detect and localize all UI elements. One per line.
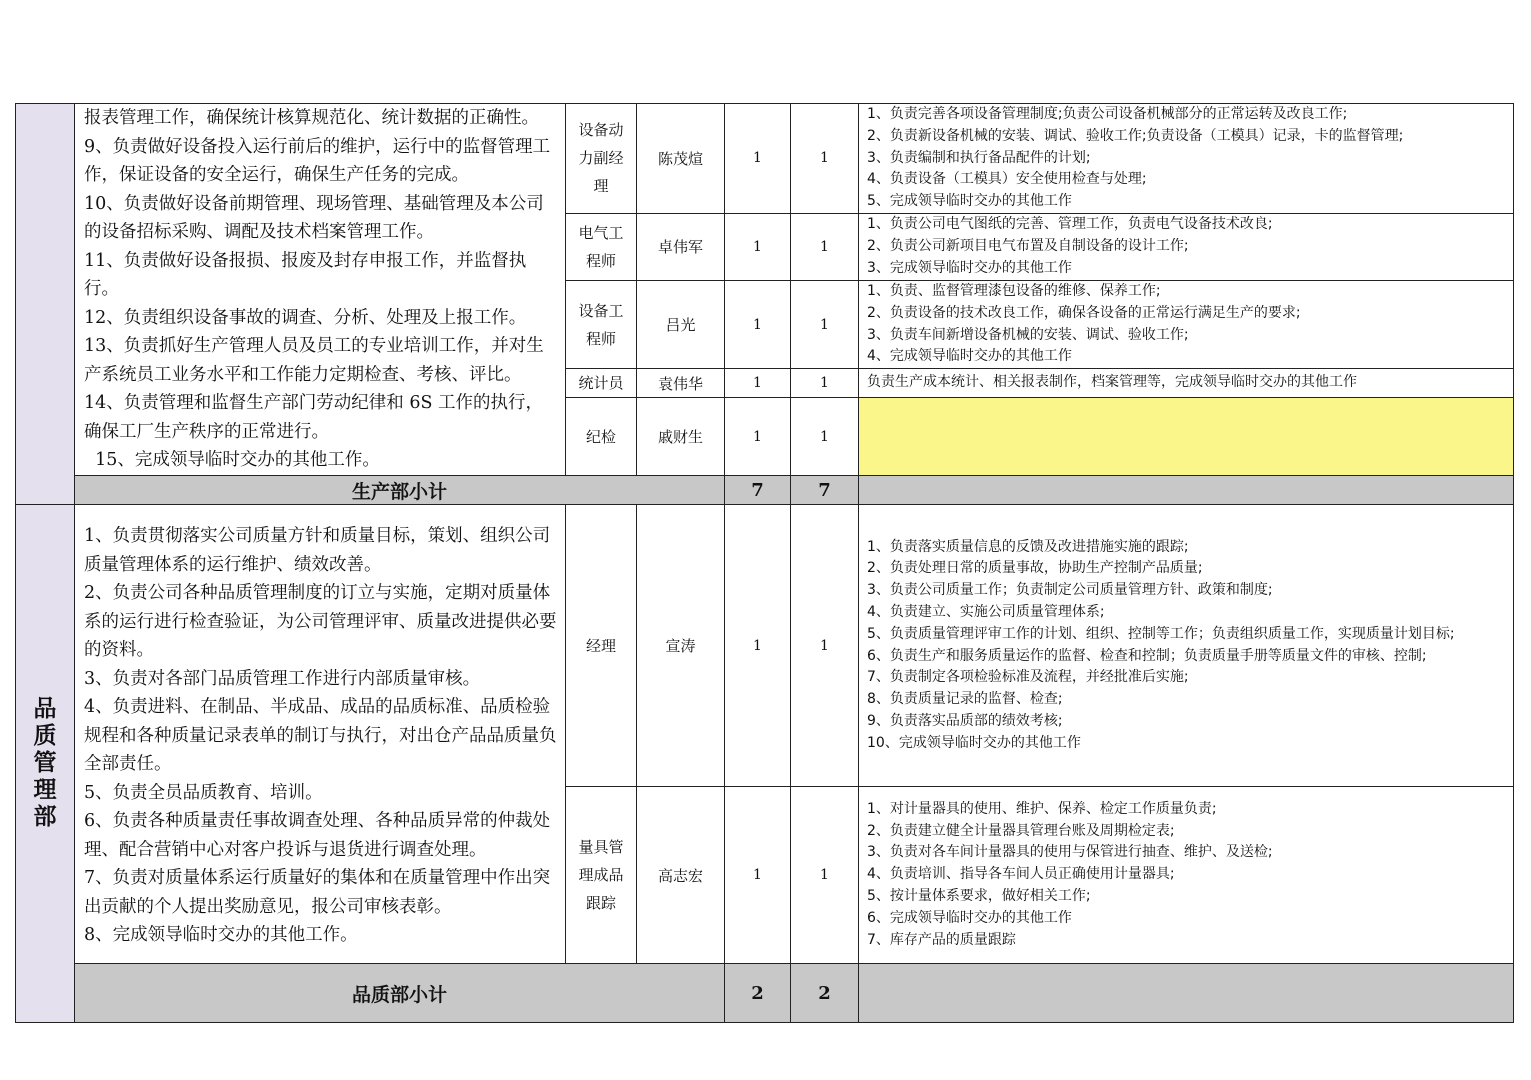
staffing-table [15,103,1514,1023]
actual-cell: 1 [791,787,859,964]
planned-cell: 1 [725,280,791,368]
responsibility-cell-highlighted [859,398,1514,476]
duty-item: 5、负责全员品质教育、培训。 [84,782,323,803]
production-dept-cell [16,104,75,505]
actual-cell: 1 [791,280,859,368]
duty-item: 6、负责各种质量责任事故调查处理、各种品质异常的仲裁处理、配合营销中心对客户投诉与退货进行调查处理。 [84,811,551,860]
duty-item: 10、负责做好设备前期管理、现场管理、基础管理及本公司的设备招标采购、调配及技术档案管理工作。 [84,193,544,242]
duty-item: 11、负责做好设备报损、报废及封存申报工作，并监督执行。 [84,250,527,299]
name-cell: 高志宏 [637,787,725,964]
responsibility-cell: 负责生产成本统计、相关报表制作，档案管理等，完成领导临时交办的其他工作 [859,369,1514,398]
production-subtotal-label: 生产部小计 [75,476,725,505]
planned-cell: 1 [725,505,791,787]
name-cell: 戚财生 [637,398,725,476]
name-cell: 宣涛 [637,505,725,787]
responsibility-cell: 1、负责、监督管理漆包设备的维修、保养工作; 2、负责设备的技术改良工作，确保各设备的正常运行满足生产的要求; 3、负责车间新增设备机械的安装、调试、验收工作; 4、完成领导临时交办的其他工作 [859,280,1514,368]
duty-item: 12、负责组织设备事故的调查、分析、处理及上报工作。 [84,307,527,328]
position-cell: 电气工程师 [566,213,637,280]
position-cell: 纪检 [566,398,637,476]
responsibility-cell: 1、对计量器具的使用、维护、保养、检定工作质量负责; 2、负责建立健全计量器具管理台账及周期检定表; 3、负责对各车间计量器具的使用与保管进行抽查、维护、及送检; 4、负责培训、指导各车间人员正确使用计量器具; 5、按计量体系要求，做好相关工作; 6、完成领导临时交办的其他工作 7、库存产品的质量跟踪 [859,787,1514,964]
name-cell: 陈茂煊 [637,104,725,214]
name-cell: 吕光 [637,280,725,368]
duty-item: 8、完成领导临时交办的其他工作。 [84,925,358,946]
duty-item: 7、负责对质量体系运行质量好的集体和在质量管理中作出突出贡献的个人提出奖励意见，报公司审核表彰。 [84,868,551,917]
duty-item: 2、负责公司各种品质管理制度的订立与实施，定期对质量体系的运行进行检查验证，为公司管理评审、质量改进提供必要的资料。 [84,583,557,661]
planned-cell: 1 [725,104,791,214]
duty-item: 13、负责抓好生产管理人员及员工的专业培训工作，并对生产系统员工业务水平和工作能力定期检查、考核、评比。 [84,336,544,385]
position-cell: 经理 [566,505,637,787]
quality-duties [75,505,566,964]
quality-subtotal-blank [859,964,1514,1023]
production-subtotal-planned: 7 [725,476,791,505]
duty-item: 15、完成领导临时交办的其他工作。 [84,450,380,470]
planned-cell: 1 [725,398,791,476]
duty-item: 14、负责管理和监督生产部门劳动纪律和 6S 工作的执行，确保工厂生产秩序的正常进行。 [84,393,544,442]
production-duties [75,104,566,476]
responsibility-cell: 1、负责完善各项设备管理制度;负责公司设备机械部分的正常运转及改良工作; 2、负责新设备机械的安装、调试、验收工作;负责设备（工模具）记录，卡的监督管理; 3、负责编制和执行备品配件的计划; 4、负责设备（工模具）安全使用检查与处理; 5、完成领导临时交办的其他工作 [859,104,1514,214]
responsibility-cell: 1、负责落实质量信息的反馈及改进措施实施的跟踪; 2、负责处理日常的质量事故，协助生产控制产品质量; 3、负责公司质量工作；负责制定公司质量管理方针、政策和制度; 4、负责建立、实施公司质量管理体系; 5、负责质量管理评审工作的计划、组织、控制等工作；负责组织质量工作，实现质量计划目标; 6、负责生产和服务质量运作的监督、检查和控制；负责质量手册等质量文件的审核、控制; 7、负责制定各项检验标准及流程，并经批准后实施; 8、负责质量记录的监督、检查; 9、负责落实品质部的绩效考核; 10、完成领导临时交办的其他工作 [859,505,1514,787]
duty-item: 4、负责进料、在制品、半成品、成品的品质标准、品质检验规程和各种质量记录表单的制订与执行，对出仓产品品质量负全部责任。 [84,697,557,775]
position-cell: 设备工程师 [566,280,637,368]
quality-subtotal-planned: 2 [725,964,791,1023]
position-cell: 统计员 [566,369,637,398]
actual-cell: 1 [791,369,859,398]
quality-dept-name: 品质管理部 [33,696,57,831]
planned-cell: 1 [725,369,791,398]
actual-cell: 1 [791,104,859,214]
actual-cell: 1 [791,398,859,476]
name-cell: 袁伟华 [637,369,725,398]
position-cell: 量具管理成品跟踪 [566,787,637,964]
duty-item: 3、负责对各部门品质管理工作进行内部质量审核。 [84,668,481,689]
duty-item: 9、负责做好设备投入运行前后的维护，运行中的监督管理工作，保证设备的安全运行，确保生产任务的完成。 [84,136,551,185]
quality-subtotal-label: 品质部小计 [75,964,725,1023]
quality-dept-cell [16,505,75,1023]
quality-subtotal-actual: 2 [791,964,859,1023]
production-subtotal-blank [859,476,1514,505]
responsibility-cell: 1、负责公司电气图纸的完善、管理工作，负责电气设备技术改良; 2、负责公司新项目电气布置及自制设备的设计工作; 3、完成领导临时交办的其他工作 [859,213,1514,280]
planned-cell: 1 [725,787,791,964]
name-cell: 卓伟军 [637,213,725,280]
planned-cell: 1 [725,213,791,280]
actual-cell: 1 [791,505,859,787]
actual-cell: 1 [791,213,859,280]
duty-item: 1、负责贯彻落实公司质量方针和质量目标，策划、组织公司质量管理体系的运行维护、绩效改善。 [84,526,551,575]
duty-item: 报表管理工作，确保统计核算规范化、统计数据的正确性。 [84,108,539,128]
position-cell: 设备动力副经理 [566,104,637,214]
production-subtotal-actual: 7 [791,476,859,505]
